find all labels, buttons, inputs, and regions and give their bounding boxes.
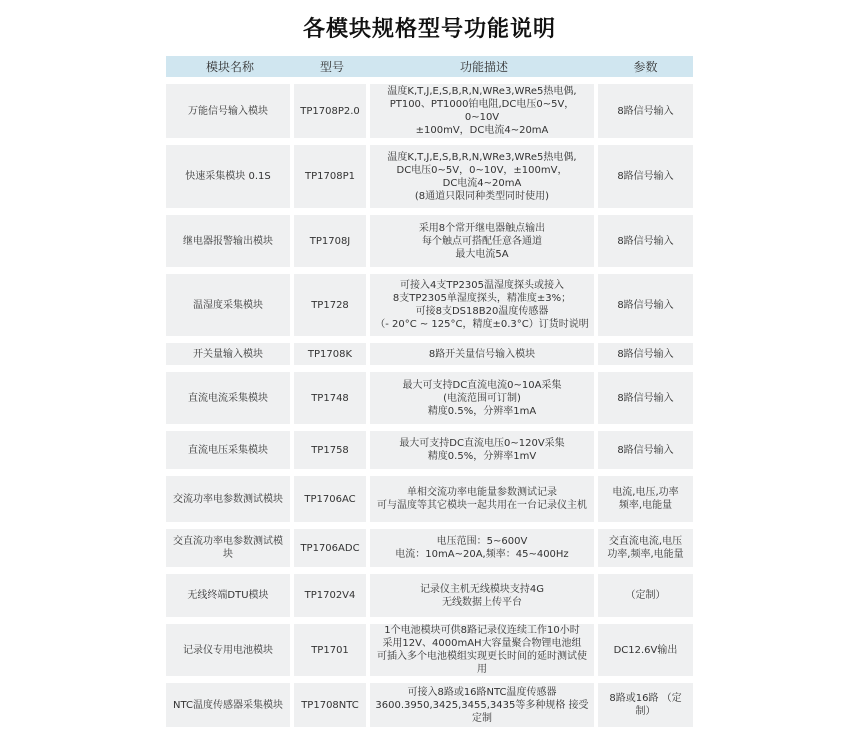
table-row — [166, 145, 693, 208]
model: TP1708P1 — [294, 145, 366, 208]
module-name: 交直流功率电参数测试模块 — [166, 529, 290, 567]
table-row — [166, 343, 693, 365]
model: TP1758 — [294, 431, 366, 469]
header-model: 型号 — [319, 60, 344, 74]
function-desc: 温度K,T,J,E,S,B,R,N,WRe3,WRe5热电偶, DC电压0~5V，0~10V，±100mV， DC电流4~20mA (8通道只限同种类型同时使用) — [370, 145, 594, 208]
module-name: 记录仪专用电池模块 — [166, 624, 290, 676]
function-desc: 最大可支持DC直流电流0~10A采集 (电流范围可订制) 精度0.5%，分辨率1mA — [370, 372, 594, 424]
spec-table — [166, 56, 693, 727]
module-name: 继电器报警输出模块 — [166, 215, 290, 267]
model: TP1748 — [294, 372, 366, 424]
function-desc: 记录仪主机无线模块支持4G 无线数据上传平台 — [370, 574, 594, 617]
function-desc: 采用8个常开继电器触点输出 每个触点可搭配任意各通道 最大电流5A — [370, 215, 594, 267]
model: TP1708NTC — [294, 683, 366, 727]
params: 8路信号输入 — [598, 431, 693, 469]
params: 8路信号输入 — [598, 274, 693, 336]
model: TP1701 — [294, 624, 366, 676]
model: TP1708P2.0 — [294, 84, 366, 138]
module-name: 无线终端DTU模块 — [166, 574, 290, 617]
table-row — [166, 431, 693, 469]
params: 8路信号输入 — [598, 84, 693, 138]
params: 8路信号输入 — [598, 215, 693, 267]
function-desc: 电压范围：5~600V 电流：10mA~20A,频率：45~400Hz — [370, 529, 594, 567]
model: TP1708K — [294, 343, 366, 365]
table-row — [166, 574, 693, 617]
params: DC12.6V输出 — [598, 624, 693, 676]
params: 8路信号输入 — [598, 372, 693, 424]
model: TP1728 — [294, 274, 366, 336]
header-function: 功能描述 — [459, 60, 508, 74]
module-name: NTC温度传感器采集模块 — [166, 683, 290, 727]
header-params: 参数 — [633, 60, 658, 74]
table-header — [166, 56, 693, 77]
function-desc: 最大可支持DC直流电压0~120V采集 精度0.5%，分辨率1mV — [370, 431, 594, 469]
params: 8路信号输入 — [598, 145, 693, 208]
function-desc: 可接入8路或16路NTC温度传感器 3600.3950,3425,3455,3435等多种规格 接受定制 — [370, 683, 594, 727]
table-row — [166, 215, 693, 267]
model: TP1706ADC — [294, 529, 366, 567]
table-row — [166, 624, 693, 676]
module-name: 交流功率电参数测试模块 — [166, 476, 290, 522]
page-title: 各模块规格型号功能说明 — [302, 17, 556, 42]
module-name: 开关量输入模块 — [166, 343, 290, 365]
params: 电流,电压,功率 频率,电能量 — [598, 476, 693, 522]
model: TP1706AC — [294, 476, 366, 522]
function-desc: 单相交流功率电能量参数测试记录 可与温度等其它模块一起共用在一台记录仪主机 — [370, 476, 594, 522]
table-row — [166, 84, 693, 138]
params: 8路或16路 （定制） — [598, 683, 693, 727]
params: （定制） — [598, 574, 693, 617]
function-desc: 1个电池模块可供8路记录仪连续工作10小时 采用12V、4000mAH大容量聚合物锂电池组 可插入多个电池模组实现更长时间的延时测试使用 — [370, 624, 594, 676]
table-row — [166, 476, 693, 522]
table-row — [166, 683, 693, 727]
params: 8路信号输入 — [598, 343, 693, 365]
module-name: 快速采集模块 0.1S — [166, 145, 290, 208]
function-desc: 8路开关量信号输入模块 — [370, 343, 594, 365]
function-desc: 可接入4支TP2305温湿度探头或接入 8支TP2305单湿度探头，精准度±3%； 可接8支DS18B20温度传感器 （- 20°C ~ 125°C，精度±0.3°C）订货时说明 — [370, 274, 594, 336]
module-name: 万能信号输入模块 — [166, 84, 290, 138]
header-module-name: 模块名称 — [205, 60, 254, 74]
module-name: 直流电流采集模块 — [166, 372, 290, 424]
model: TP1708J — [294, 215, 366, 267]
function-desc: 温度K,T,J,E,S,B,R,N,WRe3,WRe5热电偶, PT100、PT1000铂电阻,DC电压0~5V，0~10V ±100mV，DC电流4~20mA — [370, 84, 594, 138]
module-name: 温湿度采集模块 — [166, 274, 290, 336]
model: TP1702V4 — [294, 574, 366, 617]
table-row — [166, 372, 693, 424]
params: 交直流电流,电压 功率,频率,电能量 — [598, 529, 693, 567]
table-row — [166, 529, 693, 567]
module-name: 直流电压采集模块 — [166, 431, 290, 469]
table-row — [166, 274, 693, 336]
